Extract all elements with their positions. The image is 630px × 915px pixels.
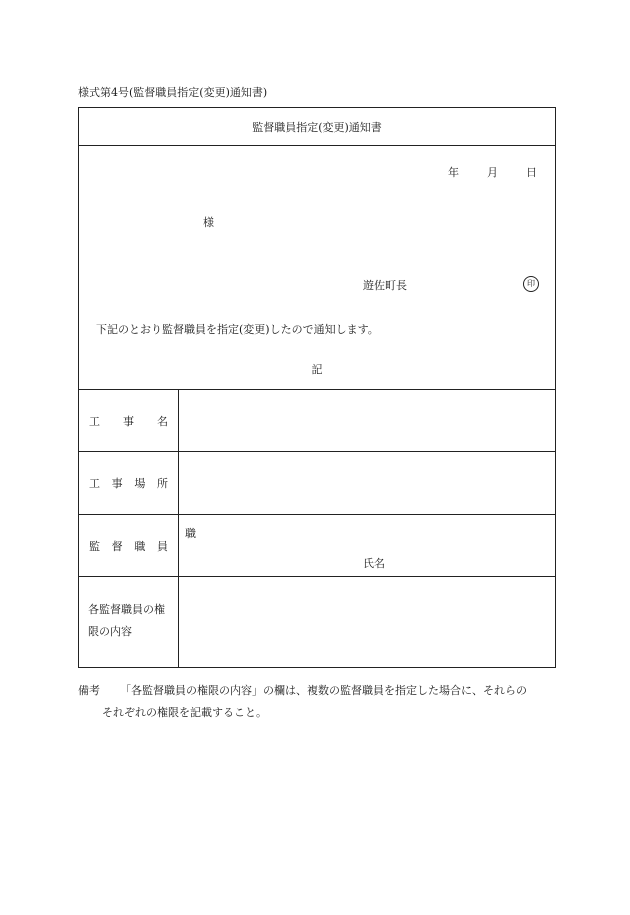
work-place-char-1: 工 <box>89 477 100 490</box>
supervisor-name-label: 氏名 <box>363 557 385 570</box>
remarks-heading: 備考 <box>78 684 100 697</box>
intro-text: 下記のとおり監督職員を指定(変更)したので通知します。 <box>96 323 379 336</box>
supervisor-char-2: 督 <box>111 539 123 553</box>
row-work-place <box>79 451 555 514</box>
supervisor-char-1: 監 <box>89 539 100 553</box>
supervisor-char-4: 員 <box>156 539 168 553</box>
supervisor-value[interactable] <box>179 515 555 576</box>
remarks-note <box>78 680 558 724</box>
authority-label <box>79 577 179 668</box>
work-place-char-4: 所 <box>156 477 168 490</box>
issuer-title: 遊佐町長 <box>363 279 407 292</box>
date-day-label: 日 <box>526 166 537 179</box>
form-title: 監督職員指定(変更)通知書 <box>79 108 555 146</box>
supervisor-position-label: 職 <box>185 527 196 540</box>
row-supervisor <box>79 514 555 576</box>
seal-icon: 印 <box>523 276 539 292</box>
authority-label-text: 各監督職員の権限の内容 <box>88 603 165 638</box>
ki-marker: 記 <box>311 363 323 376</box>
row-authority <box>79 576 555 668</box>
row-work-name <box>79 389 555 451</box>
work-name-char-2: 事 <box>123 414 134 428</box>
work-place-char-2: 事 <box>111 477 123 490</box>
authority-value[interactable] <box>179 577 555 668</box>
remarks-line-2: それぞれの権限を記載すること。 <box>102 706 267 719</box>
form-number-label: 様式第4号(監督職員指定(変更)通知書) <box>78 86 268 99</box>
work-name-label <box>79 390 179 451</box>
work-name-value[interactable] <box>179 390 555 451</box>
work-name-char-3: 名 <box>157 414 168 428</box>
remarks-line-1: 「各監督職員の権限の内容」の欄は、複数の監督職員を指定した場合に、それらの <box>120 684 527 697</box>
date-year-label: 年 <box>448 166 459 179</box>
recipient-honorific: 様 <box>203 216 214 229</box>
work-place-value[interactable] <box>179 452 555 514</box>
supervisor-label <box>79 515 179 576</box>
work-place-char-3: 場 <box>134 477 146 490</box>
date-field <box>448 164 537 180</box>
work-name-char-1: 工 <box>89 414 100 428</box>
notification-form <box>78 107 556 668</box>
work-place-label <box>79 452 179 514</box>
date-month-label: 月 <box>487 166 498 179</box>
supervisor-char-3: 職 <box>134 539 146 553</box>
